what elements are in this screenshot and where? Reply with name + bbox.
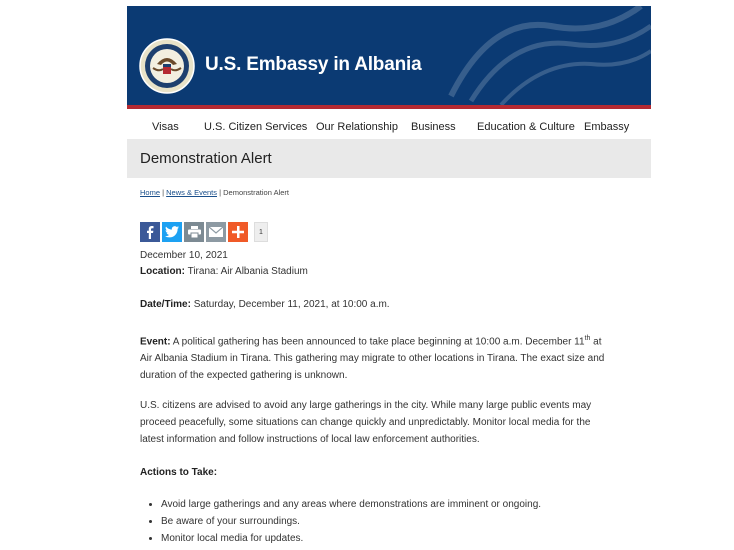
twitter-icon [165,226,179,238]
advice-line-1: U.S. citizens are advised to avoid any large gatherings in the city. While many large public events may [140,400,592,411]
breadcrumb-current: Demonstration Alert [223,188,289,197]
share-count: 1 [254,222,268,242]
event-label: Event: [140,336,171,348]
nav-item-our-relationship[interactable]: Our Relationship [316,121,398,133]
plus-icon [232,226,244,238]
actions-heading-text: Actions to Take: [140,467,218,478]
eagle-watermark-icon [431,6,651,105]
breadcrumb [140,188,289,197]
print-icon [188,226,201,238]
location-label: Location: [140,266,185,277]
event-line-3: duration of the expected gathering is unknown. [140,370,348,382]
embassy-seal-icon[interactable] [139,38,195,94]
actions-list [145,496,541,547]
facebook-icon [144,225,156,239]
article-datetime [140,296,630,313]
actions-heading [140,464,630,481]
breadcrumb-news-events[interactable]: News & Events [166,188,217,197]
nav-item-business[interactable]: Business [411,121,456,133]
site-banner [127,6,651,105]
article-date: December 10, 2021 [140,250,228,261]
nav-item-embassy[interactable]: Embassy [584,121,630,133]
event-line-2: Air Albania Stadium in Tirana. This gathering may migrate to other locations in Tirana. The exact size and [140,353,605,365]
list-item: • Avoid large gatherings and any areas where demonstrations are imminent or ongoing. [161,496,541,513]
share-bar [140,222,268,242]
facebook-share-button[interactable] [140,222,160,242]
datetime-value: Saturday, December 11, 2021, at 10:00 a.m. [190,299,390,310]
location-value: Tirana: Air Albania Stadium [185,266,308,277]
event-line-1 [140,330,630,350]
page-title: Demonstration Alert [140,150,272,167]
nav-item-visas[interactable]: Visas [152,121,179,133]
print-share-button[interactable] [184,222,204,242]
breadcrumb-separator: | [217,188,224,197]
banner-divider [127,105,651,109]
list-item: • Be aware of your surroundings. [161,513,541,530]
list-item: • Monitor local media for updates. [161,530,541,547]
article-event [140,330,630,384]
more-share-button[interactable] [228,222,248,242]
advice-line-3: latest information and follow instructions of local law enforcement authorities. [140,434,480,445]
breadcrumb-home[interactable]: Home [140,188,161,197]
advice-line-2: proceed peacefully, some situations can change quickly and unpredictably. Monitor local media for the [140,417,591,428]
datetime-label: Date/Time: [140,299,191,310]
page [127,6,651,550]
article-advice [140,397,630,448]
breadcrumb-separator: | [160,188,167,197]
page-title-bar [127,139,651,178]
site-title[interactable]: U.S. Embassy in Albania [205,54,422,75]
email-share-button[interactable] [206,222,226,242]
event-text: A political gathering has been announced to take place beginning at 10:00 a.m. December 11 [170,336,585,348]
event-superscript: th [584,335,591,342]
email-icon [209,227,223,237]
event-text: at [590,336,602,348]
article-location [140,263,630,280]
nav-item-education-culture[interactable]: Education & Culture [477,121,575,133]
twitter-share-button[interactable] [162,222,182,242]
nav-item-us-citizen-services[interactable]: U.S. Citizen Services [204,121,308,133]
